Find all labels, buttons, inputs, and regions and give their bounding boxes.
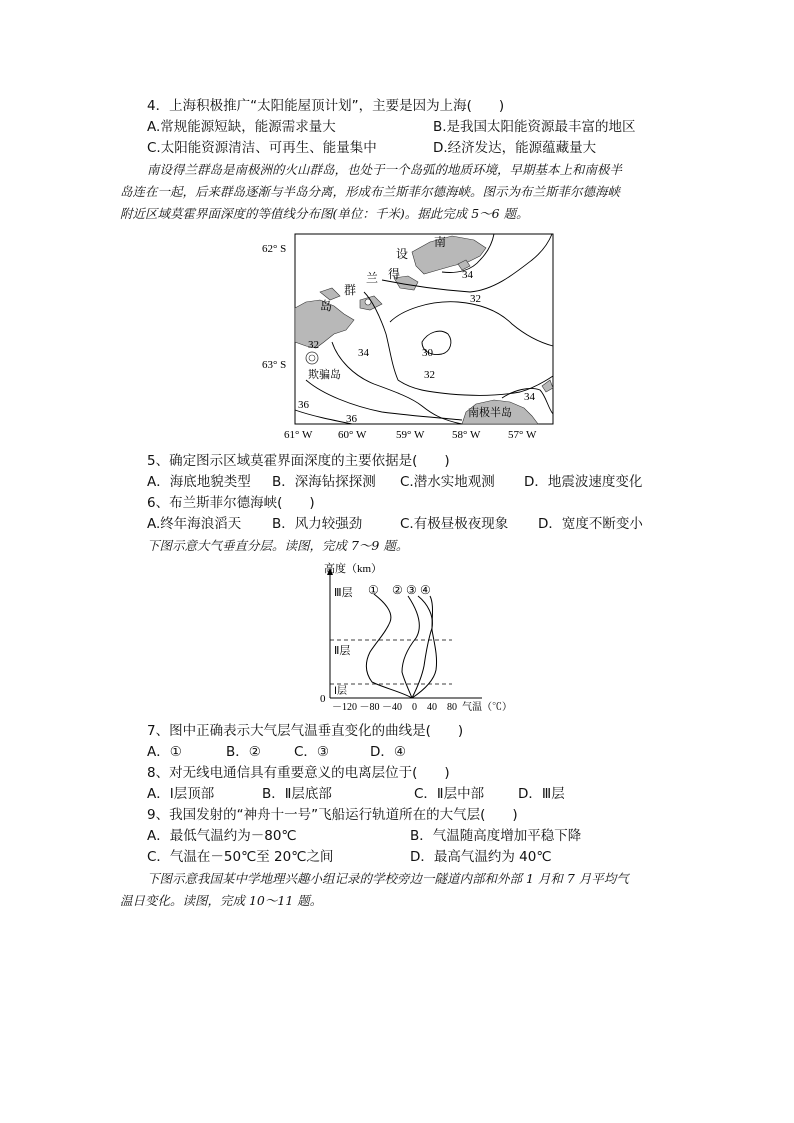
intro1-line1: 南设得兰群岛是南极洲的火山群岛，也处于一个岛弧的地质环境，早期基本上和南极半 — [147, 162, 623, 177]
island-name-char: 设 — [396, 247, 409, 261]
x-axis-label: 气温（℃） — [462, 702, 512, 713]
x-tick-labels: －120 －80 －40 0 40 80 — [332, 702, 457, 713]
q6-option-d: D．宽度不断变小 — [538, 516, 643, 532]
layer-label: Ⅲ层 — [334, 587, 353, 599]
moho-depth-map — [262, 230, 562, 446]
q6-option-a: A.终年海浪滔天 — [147, 516, 242, 532]
q5-option-b: B．深海钻探探测 — [272, 474, 376, 490]
q8-option-c: C．Ⅱ层中部 — [414, 786, 485, 802]
q6-option-b: B．风力较强劲 — [272, 516, 363, 532]
layer-label: Ⅰ层 — [334, 686, 347, 697]
peninsula-label: 南极半岛 — [468, 407, 512, 419]
q7-option-d: D．④ — [370, 744, 406, 760]
q9-stem: 9、我国发射的“神舟十一号”飞船运行轨道所在的大气层( ) — [147, 807, 518, 823]
contour-label: 36 — [346, 413, 357, 425]
island-name-char: 兰 — [366, 271, 379, 285]
y-axis-label: 高度（km） — [324, 563, 383, 575]
island-name-char: 南 — [434, 235, 447, 249]
q6-stem: 6、布兰斯菲尔德海峡( ) — [147, 495, 315, 511]
q9-option-d: D．最高气温约为 40℃ — [410, 849, 552, 865]
intro1-line2: 岛连在一起，后来群岛逐渐与半岛分离，形成布兰斯菲尔德海峡。图示为布兰斯菲尔德海峡 — [120, 184, 621, 199]
intro1-line3: 附近区域莫霍界面深度的等值线分布图(单位：千米)。据此完成 5～6 题。 — [120, 206, 529, 221]
q7-option-b: B．② — [226, 744, 261, 760]
atmosphere-layer-diagram — [312, 556, 512, 714]
lon-label: 57° W — [508, 429, 537, 441]
q4-option-b: B.是我国太阳能资源最丰富的地区 — [433, 119, 636, 135]
q5-stem: 5、确定图示区域莫霍界面深度的主要依据是( ) — [147, 453, 450, 469]
q5-option-d: D．地震波速度变化 — [524, 474, 643, 490]
island-name-char: 群 — [344, 283, 357, 297]
origin-label: 0 — [320, 693, 326, 705]
curve-2 — [402, 596, 419, 698]
layer-label: Ⅱ层 — [334, 645, 351, 657]
q8-option-a: A．Ⅰ层顶部 — [147, 786, 215, 802]
contour-label: 32 — [470, 293, 481, 305]
q8-stem: 8、对无线电通信具有重要意义的电离层位于( ) — [147, 765, 450, 781]
q9-option-c: C．气温在－50℃至 20℃之间 — [147, 849, 334, 865]
intro3-line2: 温日变化。读图，完成 10～11 题。 — [120, 893, 323, 908]
curve-label: ③ — [406, 583, 417, 597]
contour-label: 36 — [298, 399, 309, 411]
island-name-char: 岛 — [320, 299, 333, 313]
contour-label: 34 — [358, 347, 369, 359]
q4-option-a: A.常规能源短缺，能源需求量大 — [147, 119, 336, 135]
curve-4 — [412, 596, 437, 698]
q7-option-c: C．③ — [294, 744, 330, 760]
q4-stem: 4．上海积极推广“太阳能屋顶计划”，主要是因为上海( ) — [147, 98, 505, 114]
lat-label: 63° S — [262, 359, 287, 371]
contour-label: 34 — [462, 269, 473, 281]
q6-option-c: C.有极昼极夜现象 — [400, 516, 509, 532]
lon-label: 58° W — [452, 429, 481, 441]
island-name-char: 得 — [388, 267, 401, 281]
curve-label: ④ — [420, 583, 431, 597]
contour-label: 34 — [524, 391, 535, 403]
curve-label: ① — [368, 583, 379, 597]
q9-option-b: B．气温随高度增加平稳下降 — [410, 828, 582, 844]
lon-label: 61° W — [284, 429, 313, 441]
q7-stem: 7、图中正确表示大气层气温垂直变化的曲线是( ) — [147, 723, 464, 739]
q8-option-b: B．Ⅱ层底部 — [262, 786, 332, 802]
q4-option-c: C.太阳能资源清洁、可再生、能量集中 — [147, 140, 377, 156]
deception-island-label: 欺骗岛 — [308, 369, 341, 381]
q9-option-a: A．最低气温约为－80℃ — [147, 828, 297, 844]
contour-label: 30 — [422, 347, 433, 359]
q7-option-a: A．① — [147, 744, 182, 760]
lon-label: 60° W — [338, 429, 367, 441]
q5-option-a: A．海底地貌类型 — [147, 474, 251, 490]
lat-label: 62° S — [262, 243, 287, 255]
intro2: 下图示意大气垂直分层。读图，完成 7～9 题。 — [147, 538, 409, 553]
curve-label: ② — [392, 583, 403, 597]
contour-label: 32 — [308, 339, 319, 351]
lon-label: 59° W — [396, 429, 425, 441]
contour-label: 32 — [424, 369, 435, 381]
q4-option-d: D.经济发达，能源蕴藏量大 — [433, 140, 597, 156]
q5-option-c: C.潜水实地观测 — [400, 474, 495, 490]
q8-option-d: D．Ⅲ层 — [518, 786, 565, 802]
intro3-line1: 下图示意我国某中学地理兴趣小组记录的学校旁边一隧道内部和外部 1 月和 7 月平均气 — [147, 871, 629, 886]
